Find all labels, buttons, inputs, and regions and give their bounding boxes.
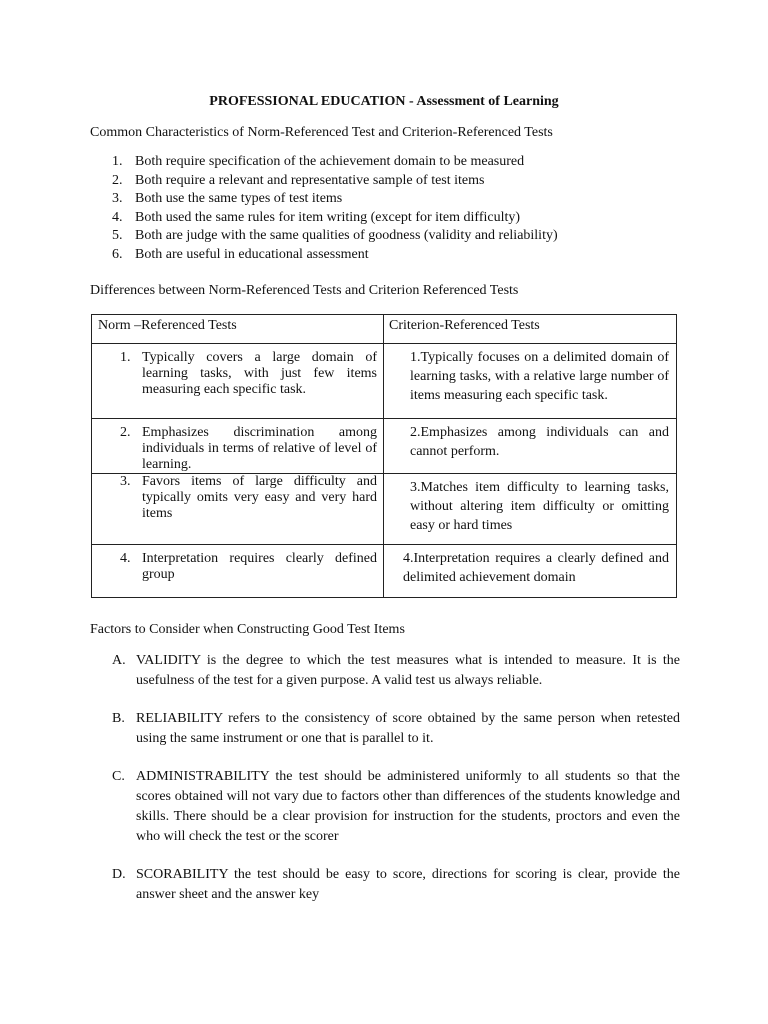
list-number: 6. <box>112 246 123 262</box>
norm-text: Favors items of large difficulty and typically omits very easy and very hard items <box>142 474 377 521</box>
row-number: 3. <box>120 474 131 489</box>
table-row <box>92 419 677 474</box>
header-norm-referenced: Norm –Referenced Tests <box>92 315 384 344</box>
factors-list <box>90 651 680 905</box>
list-number: 5. <box>112 228 123 244</box>
list-letter: A. <box>112 653 126 668</box>
criterion-text: 3.Matches item difficulty to learning tasks, without altering item difficulty or omitting easy or hard times <box>410 480 669 533</box>
table-row <box>92 344 677 419</box>
list-item-text: Both use the same types of test items <box>135 191 343 207</box>
table-row <box>92 474 677 545</box>
list-item <box>90 709 680 749</box>
row-number: 1. <box>120 350 131 365</box>
list-item-text: Both are useful in educational assessment <box>135 246 369 262</box>
criterion-cell <box>384 344 677 419</box>
differences-heading: Differences between Norm-Referenced Tests and Criterion Referenced Tests <box>90 283 519 298</box>
list-item <box>90 767 680 847</box>
table-row <box>92 545 677 598</box>
norm-cell <box>92 344 384 419</box>
norm-text: Emphasizes discrimination among individuals in terms of relative of level of learning. <box>142 425 377 472</box>
norm-text: Interpretation requires clearly defined group <box>142 551 377 582</box>
row-number: 2. <box>120 425 131 440</box>
list-item <box>90 172 690 191</box>
header-criterion-referenced: Criterion-Referenced Tests <box>384 315 677 344</box>
norm-cell <box>92 419 384 474</box>
list-letter: B. <box>112 711 125 726</box>
common-characteristics-list <box>90 153 690 265</box>
list-letter: D. <box>112 867 126 882</box>
list-number: 4. <box>112 209 123 225</box>
norm-cell <box>92 474 384 545</box>
list-item-text: Both are judge with the same qualities of goodness (validity and reliability) <box>135 228 558 244</box>
factor-text: SCORABILITY the test should be easy to score, directions for scoring is clear, provide the answer sheet and the answer key <box>136 867 680 902</box>
criterion-cell <box>384 545 677 598</box>
factor-text: RELIABILITY refers to the consistency of score obtained by the same person when retested using the same instrument or one that is parallel to it. <box>136 711 680 746</box>
norm-text: Typically covers a large domain of learning tasks, with just few items measuring each specific task. <box>142 350 377 397</box>
differences-table <box>91 314 677 598</box>
criterion-text: 4.Interpretation requires a clearly defined and delimited achievement domain <box>403 551 669 585</box>
list-item-text: Both used the same rules for item writing (except for item difficulty) <box>135 209 521 225</box>
norm-cell <box>92 545 384 598</box>
factor-text: VALIDITY is the degree to which the test measures what is intended to measure. It is the usefulness of the test for a given purpose. A valid test us always reliable. <box>136 653 680 688</box>
criterion-text: 2.Emphasizes among individuals can and cannot perform. <box>410 425 669 459</box>
row-number: 4. <box>120 551 131 566</box>
list-item <box>90 246 690 265</box>
factors-heading: Factors to Consider when Constructing Good Test Items <box>90 622 405 637</box>
list-item <box>90 651 680 691</box>
factor-text: ADMINISTRABILITY the test should be administered uniformly to all students so that the scores obtained will not vary due to factors other than differences of the students knowledge and skills. There should be a clear provision for instruction for the students, proctors and even the who will check the test or the scorer <box>136 769 680 844</box>
table-header-row <box>92 315 677 344</box>
criterion-cell <box>384 474 677 545</box>
criterion-cell <box>384 419 677 474</box>
list-number: 3. <box>112 191 123 207</box>
common-characteristics-heading: Common Characteristics of Norm-Referenced Test and Criterion-Referenced Tests <box>90 125 553 140</box>
list-number: 2. <box>112 172 123 188</box>
criterion-text: 1.Typically focuses on a delimited domain of learning tasks, with a relative large number of items measuring each specific task. <box>410 350 669 403</box>
list-item-text: Both require a relevant and representative sample of test items <box>135 172 485 188</box>
list-item <box>90 153 690 172</box>
list-item <box>90 209 690 228</box>
list-letter: C. <box>112 769 125 784</box>
list-item <box>90 227 690 246</box>
list-item <box>90 865 680 905</box>
list-item-text: Both require specification of the achievement domain to be measured <box>135 154 525 169</box>
list-number: 1. <box>112 154 123 169</box>
list-item <box>90 190 690 209</box>
document-title: PROFESSIONAL EDUCATION - Assessment of Learning <box>209 94 559 109</box>
